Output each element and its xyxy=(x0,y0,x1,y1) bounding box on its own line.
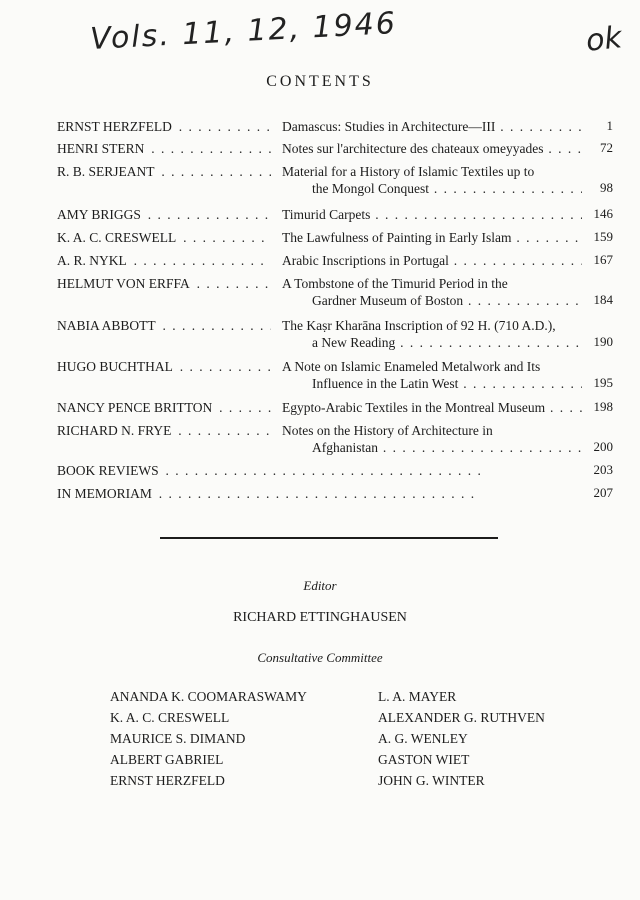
committee-member: A. G. WENLEY xyxy=(378,731,468,746)
toc-author-name: IN MEMORIAM xyxy=(57,486,152,501)
committee-list-left xyxy=(110,686,307,791)
committee-member: ALEXANDER G. RUTHVEN xyxy=(378,710,545,725)
toc-title xyxy=(282,252,582,269)
committee-member: GASTON WIET xyxy=(378,752,470,767)
toc-title xyxy=(282,118,582,135)
toc-author-name: NANCY PENCE BRITTON xyxy=(57,400,213,415)
toc-page-number: 167 xyxy=(593,252,613,267)
toc-page-number: 1 xyxy=(606,118,613,133)
toc-title xyxy=(282,317,582,351)
toc-page-number: 203 xyxy=(593,462,613,477)
toc-title xyxy=(282,140,582,157)
toc-title-line: Arabic Inscriptions in Portugal . . . xyxy=(282,252,582,269)
toc-title-line: Notes sur l'architecture des chateaux omeyyades . . . xyxy=(282,140,582,157)
toc-page-number: 200 xyxy=(593,439,613,454)
toc-author-name: HELMUT VON ERFFA xyxy=(57,276,190,291)
toc-author xyxy=(57,163,271,180)
toc-title-line: a New Reading . . . xyxy=(282,334,582,351)
section-divider xyxy=(160,537,498,539)
toc-title-line: Material for a History of Islamic Textiles up to xyxy=(282,164,535,179)
committee-label: Consultative Committee xyxy=(257,650,383,665)
committee-list-right xyxy=(378,686,545,791)
committee-member: ANANDA K. COOMARASWAMY xyxy=(110,689,307,704)
handwritten-volume-note: Vols. 11, 12, 1946 xyxy=(89,5,398,58)
toc-title xyxy=(282,206,582,223)
toc-author xyxy=(57,118,271,135)
toc-page-number: 146 xyxy=(593,206,613,221)
toc-author-name: ERNST HERZFELD xyxy=(57,119,172,134)
toc-title-line: the Mongol Conquest . . . xyxy=(282,180,582,197)
toc-page-number: 72 xyxy=(600,140,613,155)
toc-title-line: The Lawfulness of Painting in Early Islam . . . xyxy=(282,229,582,246)
toc-author xyxy=(57,206,271,223)
toc-author-name: HUGO BUCHTHAL xyxy=(57,359,173,374)
toc-title-line: Notes on the History of Architecture in xyxy=(282,423,493,438)
toc-author-name: BOOK REVIEWS xyxy=(57,463,159,478)
toc-author-name: NABIA ABBOTT xyxy=(57,318,156,333)
toc-title-line: Afghanistan . . . xyxy=(282,439,582,456)
toc-author-name: K. A. C. CRESWELL xyxy=(57,230,177,245)
committee-member: MAURICE S. DIMAND xyxy=(110,731,246,746)
toc-title-line: A Note on Islamic Enameled Metalwork and Its xyxy=(282,359,541,374)
toc-page-number: 159 xyxy=(593,229,613,244)
committee-member: L. A. MAYER xyxy=(378,689,457,704)
toc-author xyxy=(57,317,271,334)
editor-name: RICHARD ETTINGHAUSEN xyxy=(233,610,407,625)
toc-page-number: 184 xyxy=(593,292,613,307)
toc-title-line: Timurid Carpets . . . xyxy=(282,206,582,223)
toc-title xyxy=(282,399,582,416)
toc-title xyxy=(282,422,582,456)
toc-title-line: Influence in the Latin West . . . xyxy=(282,375,582,392)
contents-heading: CONTENTS xyxy=(266,73,374,90)
toc-title-line: Damascus: Studies in Architecture—III . . . xyxy=(282,118,582,135)
toc-author-name: R. B. SERJEANT xyxy=(57,164,155,179)
toc-author xyxy=(57,485,577,502)
toc-title xyxy=(282,163,582,197)
toc-page-number: 198 xyxy=(593,399,613,414)
toc-page-number: 207 xyxy=(593,485,613,500)
toc-title-line: Gardner Museum of Boston . . . xyxy=(282,292,582,309)
toc-author xyxy=(57,252,271,269)
toc-author-name: A. R. NYKL xyxy=(57,253,127,268)
toc-author-name: RICHARD N. FRYE xyxy=(57,423,172,438)
toc-page-number: 190 xyxy=(593,334,613,349)
toc-author xyxy=(57,358,271,375)
committee-member: ERNST HERZFELD xyxy=(110,773,225,788)
toc-author xyxy=(57,140,271,157)
committee-member: JOHN G. WINTER xyxy=(378,773,485,788)
toc-title xyxy=(282,358,582,392)
toc-title-line: Egypto-Arabic Textiles in the Montreal Museum . . . xyxy=(282,399,582,416)
toc-author xyxy=(57,399,271,416)
toc-page-number: 195 xyxy=(593,375,613,390)
toc-title xyxy=(282,229,582,246)
toc-title-line: The Kaṣr Kharāna Inscription of 92 H. (710 A.D.), xyxy=(282,318,556,333)
toc-title xyxy=(282,275,582,309)
editor-label: Editor xyxy=(303,578,337,593)
toc-author-name: HENRI STERN xyxy=(57,141,145,156)
toc-author-name: AMY BRIGGS xyxy=(57,207,141,222)
toc-author xyxy=(57,422,271,439)
toc-author xyxy=(57,462,577,479)
toc-page-number: 98 xyxy=(600,180,613,195)
toc-author xyxy=(57,229,271,246)
toc-author xyxy=(57,275,271,292)
handwritten-ok-mark: ok xyxy=(584,20,624,59)
committee-member: K. A. C. CRESWELL xyxy=(110,710,230,725)
toc-title-line: A Tombstone of the Timurid Period in the xyxy=(282,276,508,291)
committee-member: ALBERT GABRIEL xyxy=(110,752,224,767)
